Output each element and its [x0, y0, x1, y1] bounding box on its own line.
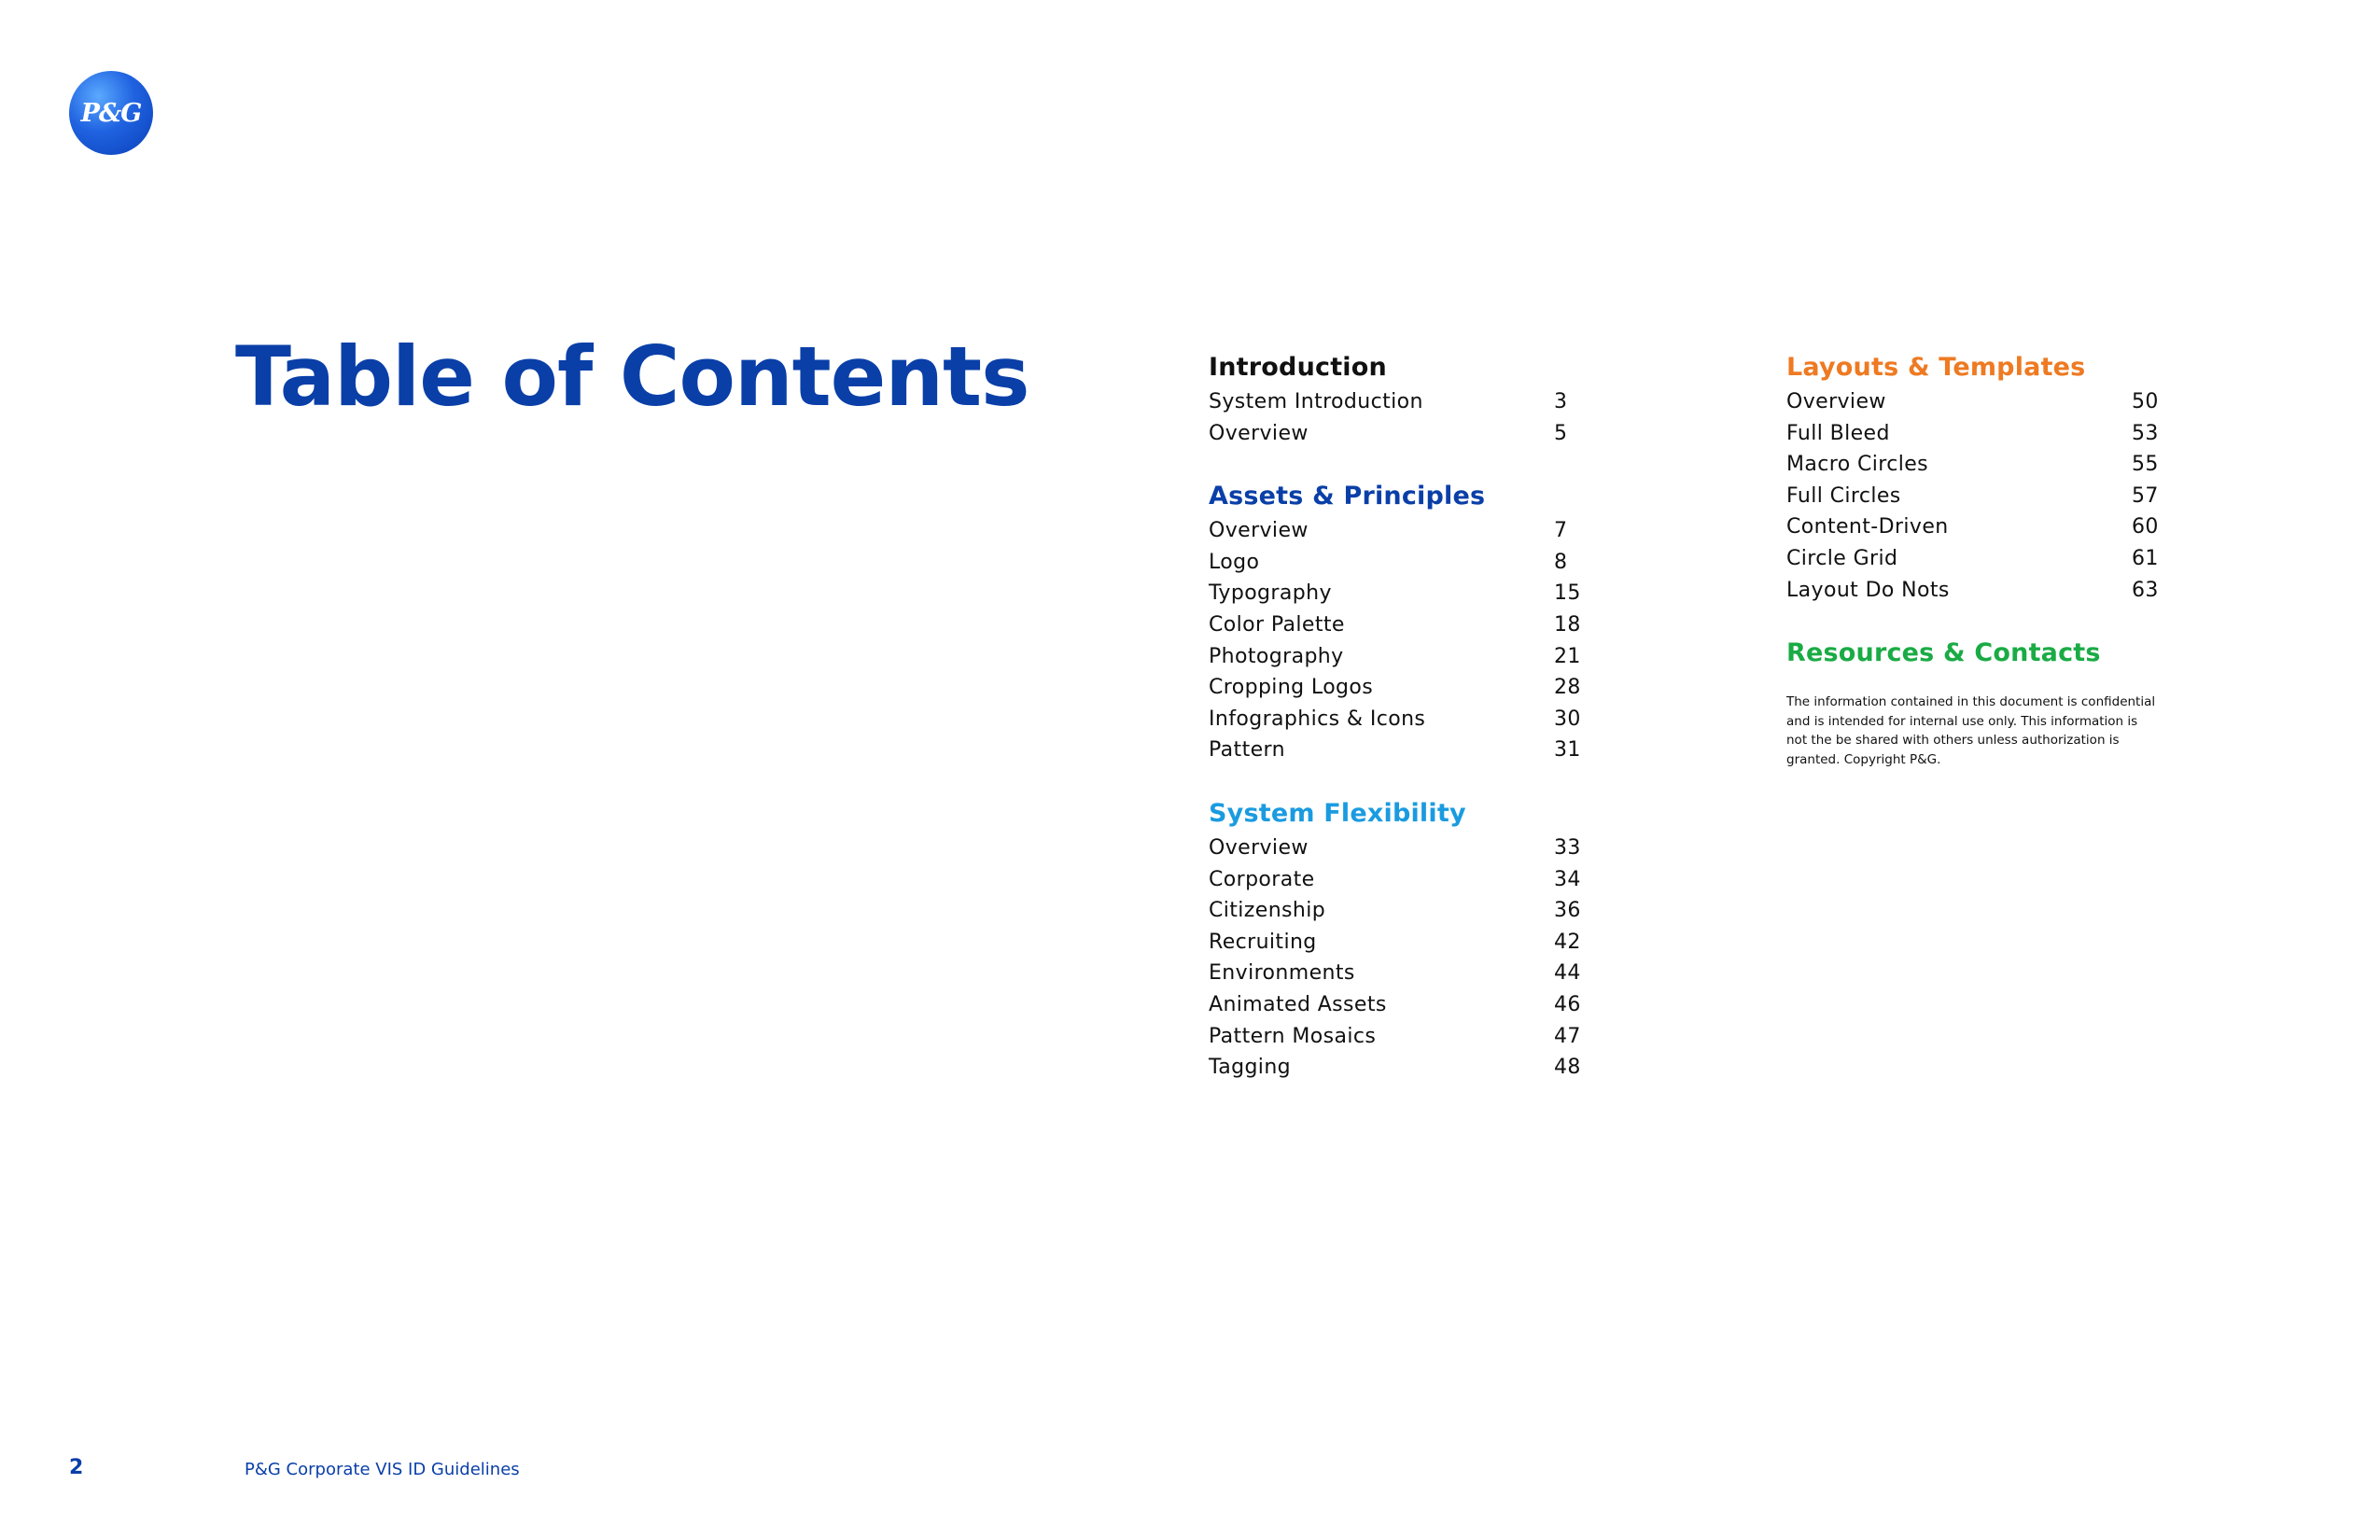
toc-entry[interactable] [1209, 386, 1591, 418]
toc-entry-page: 7 [1554, 519, 1568, 543]
toc-entry[interactable] [1209, 958, 1591, 989]
toc-entry-page: 33 [1554, 835, 1581, 860]
toc-entry-page: 53 [2132, 421, 2159, 445]
confidential-note: The information contained in this document is confidential and is intended for internal use only. This information is not the be shared with others unless authorization is granted. Copyright P&G. [1786, 694, 2156, 767]
footer-doc-title: P&G Corporate VIS ID Guidelines [245, 1460, 520, 1479]
toc-section-introduction [1209, 349, 1591, 449]
toc-entry-page: 63 [2132, 578, 2159, 602]
toc-entry-label: Circle Grid [1786, 546, 1898, 570]
toc-entry[interactable] [1209, 895, 1591, 927]
toc-entry-label: Pattern [1209, 738, 1285, 763]
toc-entry-label: Overview [1209, 421, 1309, 445]
toc-entry[interactable] [1209, 609, 1591, 641]
toc-entry-label: Corporate [1209, 867, 1315, 891]
toc-entry[interactable] [1209, 418, 1591, 450]
toc-entry[interactable] [1786, 449, 2169, 481]
toc-entry-page: 8 [1554, 550, 1568, 574]
toc-entry[interactable] [1209, 927, 1591, 959]
section-heading-resources[interactable]: Resources & Contacts [1786, 638, 2101, 668]
toc-entry-page: 47 [1554, 1024, 1581, 1048]
toc-entry[interactable] [1209, 578, 1591, 609]
logo-text: P&G [80, 98, 142, 128]
toc-entry-label: Animated Assets [1209, 992, 1387, 1016]
toc-entry-label: Tagging [1209, 1056, 1292, 1080]
toc-entry-page: 36 [1554, 899, 1581, 923]
toc-entry-label: Photography [1209, 644, 1344, 668]
toc-entry[interactable] [1209, 864, 1591, 896]
toc-entry-page: 28 [1554, 676, 1581, 700]
toc-entry-label: Content-Driven [1786, 515, 1949, 539]
toc-entry[interactable] [1209, 1021, 1591, 1053]
toc-entry-page: 61 [2132, 546, 2159, 570]
toc-entry[interactable] [1209, 515, 1591, 547]
toc-section-layouts [1786, 349, 2169, 606]
toc-section-flexibility [1209, 795, 1591, 1084]
toc-entry[interactable] [1786, 481, 2169, 512]
toc-entry-page: 31 [1554, 738, 1581, 763]
toc-entry-page: 30 [1554, 707, 1581, 731]
toc-entry-label: Logo [1209, 550, 1260, 574]
toc-section-assets [1209, 478, 1591, 766]
toc-entry-label: Full Circles [1786, 483, 1901, 508]
toc-entry[interactable] [1209, 1052, 1591, 1084]
section-heading-layouts[interactable]: Layouts & Templates [1786, 353, 2086, 382]
toc-entry-label: Overview [1209, 835, 1309, 860]
section-heading-assets[interactable]: Assets & Principles [1209, 482, 1486, 511]
toc-entry-page: 34 [1554, 867, 1581, 891]
footer-page-number: 2 [69, 1456, 84, 1479]
toc-entry-label: Typography [1209, 581, 1332, 606]
toc-entry[interactable] [1209, 547, 1591, 579]
toc-entry-label: Environments [1209, 961, 1355, 986]
toc-entry[interactable] [1209, 989, 1591, 1021]
toc-entry-label: Full Bleed [1786, 421, 1890, 445]
toc-entry-page: 55 [2132, 453, 2159, 477]
toc-entry-page: 21 [1554, 644, 1581, 668]
toc-entry[interactable] [1786, 386, 2169, 418]
toc-entry-page: 3 [1554, 390, 1568, 413]
toc-entry-page: 15 [1554, 581, 1581, 606]
toc-entry-page: 5 [1554, 421, 1568, 445]
toc-entry-label: Cropping Logos [1209, 676, 1374, 700]
toc-entry-label: Recruiting [1209, 930, 1317, 954]
toc-entry-page: 50 [2132, 390, 2159, 413]
toc-entry[interactable] [1786, 543, 2169, 575]
toc-entry-label: Color Palette [1209, 612, 1345, 637]
toc-entry[interactable] [1209, 735, 1591, 766]
toc-entry[interactable] [1786, 511, 2169, 543]
toc-entry-page: 46 [1554, 992, 1581, 1016]
toc-entry-label: Overview [1786, 390, 1886, 413]
toc-entry-page: 42 [1554, 930, 1581, 954]
toc-entry-page: 57 [2132, 483, 2159, 508]
toc-entry-label: Macro Circles [1786, 453, 1929, 477]
toc-entry-page: 60 [2132, 515, 2159, 539]
pg-logo [69, 71, 153, 155]
toc-entry-label: Layout Do Nots [1786, 578, 1950, 602]
toc-entry[interactable] [1209, 704, 1591, 735]
toc-entry-label: Citizenship [1209, 899, 1326, 923]
toc-entry-page: 18 [1554, 612, 1581, 637]
toc-entry-label: Overview [1209, 519, 1309, 543]
toc-entry-page: 48 [1554, 1056, 1581, 1080]
toc-entry[interactable] [1786, 418, 2169, 450]
section-heading-flexibility[interactable]: System Flexibility [1209, 798, 1466, 828]
toc-entry[interactable] [1786, 575, 2169, 607]
section-heading-introduction[interactable]: Introduction [1209, 353, 1387, 382]
toc-entry[interactable] [1209, 641, 1591, 673]
toc-entry-label: Pattern Mosaics [1209, 1024, 1377, 1048]
toc-entry-label: System Introduction [1209, 390, 1423, 413]
toc-entry-page: 44 [1554, 961, 1581, 986]
page-title: Table of Contents [235, 329, 1029, 425]
toc-section-resources [1786, 635, 2169, 769]
toc-column-right [1786, 349, 2169, 769]
toc-entry[interactable] [1209, 833, 1591, 864]
toc-entry[interactable] [1209, 672, 1591, 704]
toc-entry-label: Infographics & Icons [1209, 707, 1426, 731]
toc-column-left [1209, 349, 1591, 1084]
